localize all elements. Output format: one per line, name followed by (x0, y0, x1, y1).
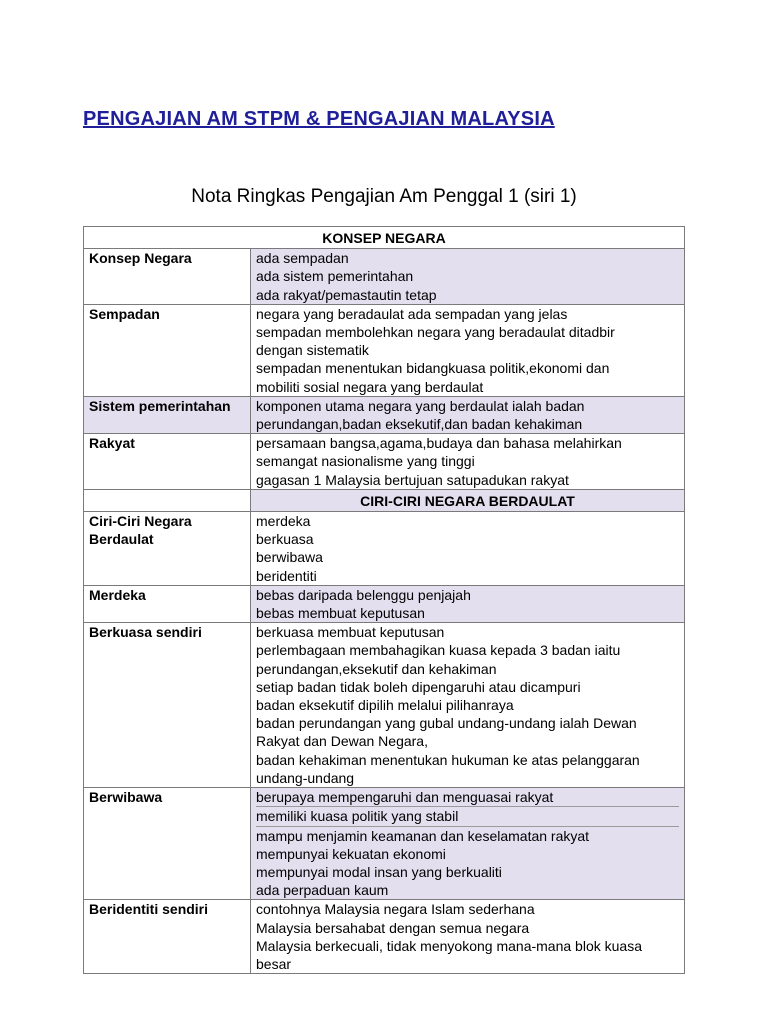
description-line: mampu menjamin keamanan dan keselamatan rakyat (256, 826, 679, 845)
row-description (251, 900, 685, 974)
row-term: Rakyat (84, 434, 251, 490)
document-title: PENGAJIAN AM STPM & PENGAJIAN MALAYSIA (83, 108, 555, 130)
notes-table (83, 226, 685, 974)
description-line: perundangan,badan eksekutif,dan badan kehakiman (256, 416, 583, 433)
row-description (251, 788, 685, 900)
document-subtitle: Nota Ringkas Pengajian Am Penggal 1 (siri 1) (191, 186, 577, 207)
table-row (84, 900, 685, 974)
description-line: merdeka (256, 513, 311, 530)
description-line: Rakyat dan Dewan Negara, (256, 733, 428, 750)
description-line: ada perpaduan kaum (256, 882, 389, 899)
table-row (84, 396, 685, 433)
description-line: beridentiti (256, 567, 317, 584)
row-term: Konsep Negara (84, 249, 251, 305)
row-term: Sempadan (84, 304, 251, 396)
section-header-row (84, 227, 685, 249)
description-line: mobiliti sosial negara yang berdaulat (256, 378, 484, 395)
description-line: mempunyai modal insan yang berkualiti (256, 863, 502, 880)
table-row (84, 249, 685, 305)
table-row (84, 585, 685, 622)
description-line: berupaya mempengaruhi dan menguasai rakyat (256, 789, 554, 806)
section-title-konsep-negara: KONSEP NEGARA (84, 227, 685, 249)
description-line: ada sistem pemerintahan (256, 268, 414, 285)
description-line: perlembagaan membahagikan kuasa kepada 3 badan iaitu (256, 642, 621, 659)
description-line: sempadan menentukan bidangkuasa politik,ekonomi dan (256, 360, 610, 377)
row-description (251, 249, 685, 305)
table-row (84, 788, 685, 900)
row-description (251, 396, 685, 433)
description-line: semangat nasionalisme yang tinggi (256, 453, 475, 470)
description-line: memiliki kuasa politik yang stabil (256, 806, 679, 825)
description-line: dengan sistematik (256, 342, 369, 359)
description-line: bebas daripada belenggu penjajah (256, 586, 471, 603)
description-line: komponen utama negara yang berdaulat ialah badan (256, 397, 585, 414)
row-term: Ciri-Ciri Negara Berdaulat (84, 512, 251, 586)
description-line: perundangan,eksekutif dan kehakiman (256, 660, 497, 677)
description-line: gagasan 1 Malaysia bertujuan satupadukan rakyat (256, 471, 569, 488)
description-line: mempunyai kekuatan ekonomi (256, 845, 446, 862)
description-line: persamaan bangsa,agama,budaya dan bahasa melahirkan (256, 435, 622, 452)
table-row (84, 623, 685, 788)
row-term: Merdeka (84, 585, 251, 622)
section-header-row (84, 489, 685, 511)
description-line: setiap badan tidak boleh dipengaruhi atau dicampuri (256, 678, 581, 695)
description-line: badan eksekutif dipilih melalui pilihanraya (256, 697, 514, 714)
row-term: Berwibawa (84, 788, 251, 900)
description-line: ada sempadan (256, 250, 349, 267)
row-description (251, 585, 685, 622)
description-line: ada rakyat/pemastautin tetap (256, 286, 437, 303)
row-description (251, 623, 685, 788)
description-line: besar (256, 955, 292, 972)
table-row (84, 512, 685, 586)
description-line: negara yang beradaulat ada sempadan yang jelas (256, 305, 568, 322)
row-description (251, 434, 685, 490)
description-line: Malaysia berkecuali, tidak menyokong mana-mana blok kuasa (256, 937, 642, 954)
section-blank-cell (84, 489, 251, 511)
row-description (251, 512, 685, 586)
description-line: contohnya Malaysia negara Islam sederhana (256, 901, 535, 918)
description-line: undang-undang (256, 769, 355, 786)
description-line: badan perundangan yang gubal undang-undang ialah Dewan (256, 715, 637, 732)
row-description (251, 304, 685, 396)
row-term: Beridentiti sendiri (84, 900, 251, 974)
description-line: sempadan membolehkan negara yang beradaulat ditadbir (256, 324, 615, 341)
description-line: bebas membuat keputusan (256, 605, 425, 622)
table-row (84, 434, 685, 490)
section-title-ciri-ciri: CIRI-CIRI NEGARA BERDAULAT (251, 489, 685, 511)
description-line: berkuasa membuat keputusan (256, 624, 445, 641)
row-term: Berkuasa sendiri (84, 623, 251, 788)
description-line: berkuasa (256, 531, 314, 548)
description-line: Malaysia bersahabat dengan semua negara (256, 919, 530, 936)
description-line: badan kehakiman menentukan hukuman ke atas pelanggaran (256, 751, 640, 768)
row-term: Sistem pemerintahan (84, 396, 251, 433)
table-row (84, 304, 685, 396)
description-line: berwibawa (256, 549, 323, 566)
